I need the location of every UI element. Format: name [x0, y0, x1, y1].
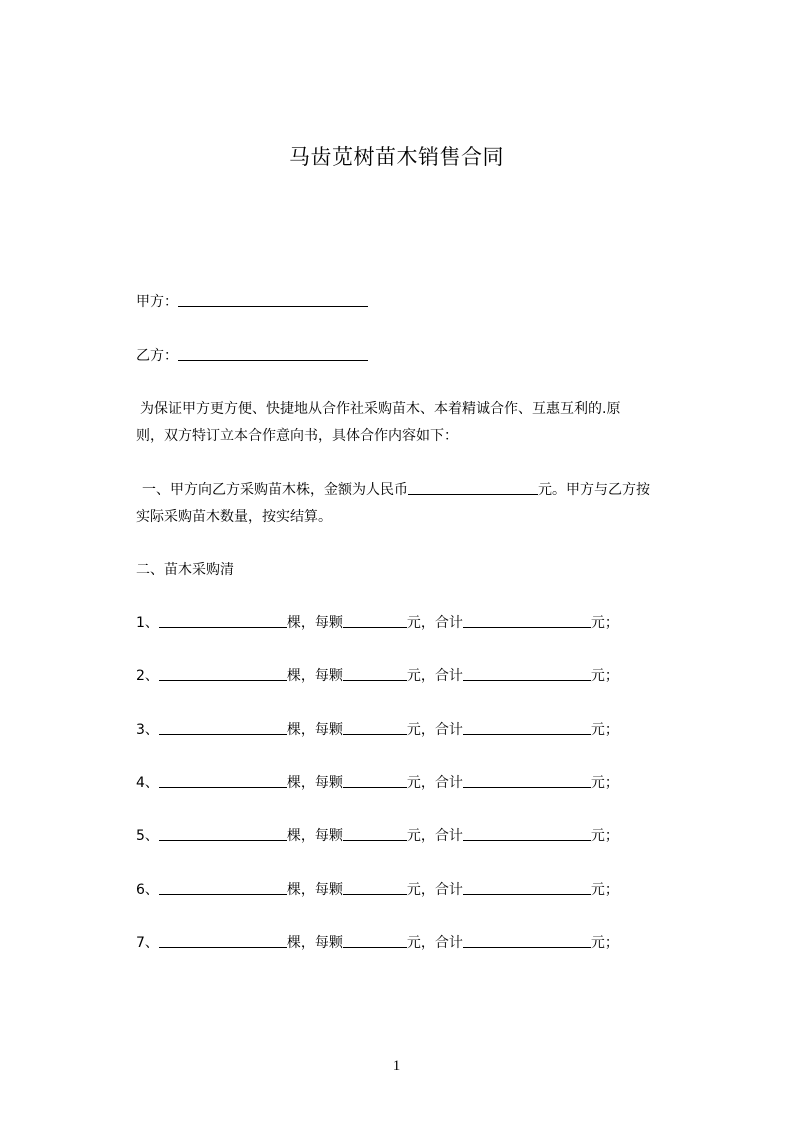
- clause-1-suffix: 元。甲方与乙方按: [538, 482, 650, 498]
- unit-price-blank[interactable]: [343, 772, 407, 788]
- total-blank[interactable]: [463, 612, 591, 628]
- total-blank[interactable]: [463, 719, 591, 735]
- quantity-blank[interactable]: [159, 665, 287, 681]
- item-unit-label: 棵，每颗: [286, 615, 343, 631]
- item-number: 6、: [136, 882, 159, 898]
- item-unit-label: 棵，每颗: [286, 722, 343, 738]
- item-number: 5、: [136, 828, 159, 844]
- clause-1-line-1: [142, 479, 650, 500]
- item-unit-label: 棵，每颗: [286, 828, 343, 844]
- item-end: 元；: [590, 722, 619, 738]
- item-end: 元；: [590, 935, 619, 951]
- item-price-suffix: 元，合计: [406, 828, 463, 844]
- document-title: 马齿苋树苗木销售合同: [289, 145, 504, 169]
- amount-blank[interactable]: [408, 479, 538, 495]
- item-number: 4、: [136, 775, 159, 791]
- clause-1-prefix: 一、甲方向乙方采购苗木株，金额为人民币: [142, 482, 408, 498]
- list-item: [136, 665, 619, 686]
- item-price-suffix: 元，合计: [406, 882, 463, 898]
- total-blank[interactable]: [463, 665, 591, 681]
- total-blank[interactable]: [463, 825, 591, 841]
- item-price-suffix: 元，合计: [406, 615, 463, 631]
- party-b-blank[interactable]: [178, 345, 368, 361]
- item-number: 2、: [136, 668, 159, 684]
- item-number: 1、: [136, 615, 159, 631]
- item-price-suffix: 元，合计: [406, 722, 463, 738]
- item-unit-label: 棵，每颗: [286, 775, 343, 791]
- unit-price-blank[interactable]: [343, 665, 407, 681]
- list-item: [136, 772, 619, 793]
- clause-1-line-2: 实际采购苗木数量，按实结算。: [136, 509, 332, 525]
- total-blank[interactable]: [463, 772, 591, 788]
- list-item: [136, 879, 619, 900]
- item-price-suffix: 元，合计: [406, 668, 463, 684]
- quantity-blank[interactable]: [159, 825, 287, 841]
- total-blank[interactable]: [463, 879, 591, 895]
- total-blank[interactable]: [463, 932, 591, 948]
- quantity-blank[interactable]: [159, 932, 287, 948]
- party-a-line: [136, 291, 368, 312]
- list-item: [136, 719, 619, 740]
- unit-price-blank[interactable]: [343, 612, 407, 628]
- quantity-blank[interactable]: [159, 772, 287, 788]
- item-price-suffix: 元，合计: [406, 775, 463, 791]
- item-price-suffix: 元，合计: [406, 935, 463, 951]
- party-a-label: 甲方：: [136, 294, 178, 310]
- item-end: 元；: [590, 882, 619, 898]
- item-end: 元；: [590, 828, 619, 844]
- item-number: 7、: [136, 935, 159, 951]
- item-end: 元；: [590, 615, 619, 631]
- item-end: 元；: [590, 668, 619, 684]
- quantity-blank[interactable]: [159, 879, 287, 895]
- unit-price-blank[interactable]: [343, 879, 407, 895]
- list-item: [136, 825, 619, 846]
- item-number: 3、: [136, 722, 159, 738]
- item-unit-label: 棵，每颗: [286, 935, 343, 951]
- list-item: [136, 612, 619, 633]
- party-a-blank[interactable]: [178, 291, 368, 307]
- list-item: [136, 932, 619, 953]
- item-unit-label: 棵，每颗: [286, 668, 343, 684]
- quantity-blank[interactable]: [159, 612, 287, 628]
- intro-line-2: 则，双方特订立本合作意向书，具体合作内容如下：: [136, 428, 458, 444]
- quantity-blank[interactable]: [159, 719, 287, 735]
- party-b-line: [136, 345, 368, 366]
- unit-price-blank[interactable]: [343, 825, 407, 841]
- clause-2-heading: 二、苗木采购清: [136, 562, 234, 578]
- party-b-label: 乙方：: [136, 348, 178, 364]
- unit-price-blank[interactable]: [343, 932, 407, 948]
- intro-line-1: 为保证甲方更方便、快捷地从合作社采购苗木、本着精诚合作、互惠互利的.原: [140, 401, 621, 417]
- unit-price-blank[interactable]: [343, 719, 407, 735]
- item-unit-label: 棵，每颗: [286, 882, 343, 898]
- page-number: 1: [392, 1058, 401, 1074]
- item-end: 元；: [590, 775, 619, 791]
